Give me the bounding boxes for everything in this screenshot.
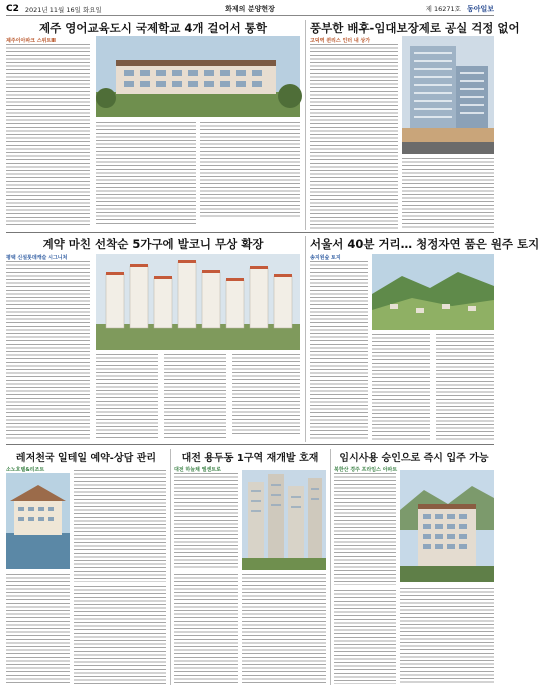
- article-7-headline: 임시사용 승인으로 즉시 입주 가능: [339, 453, 489, 464]
- article-3-body-col1: [6, 261, 90, 439]
- article-7-body-col1: [334, 473, 396, 585]
- article-3-headline: 계약 마친 선착순 5가구에 발코니 무상 확장: [42, 237, 264, 251]
- page-header: [6, 3, 494, 16]
- article-5-body-col3: [74, 586, 166, 684]
- article-4-body-col3: [436, 334, 494, 440]
- article-6-photo: [242, 470, 326, 570]
- article-3-body-col4: [232, 354, 300, 434]
- article-3-body-col2: [96, 354, 158, 439]
- article-3-body-col3: [164, 354, 226, 439]
- page-number: C2: [6, 4, 19, 14]
- column-divider: [305, 20, 306, 230]
- article-6-body-col1: [174, 473, 238, 569]
- row-divider: [6, 444, 494, 445]
- article-4-site-label: 송지원숲 토지: [310, 255, 341, 261]
- article-4-headline: 서울서 40분 거리… 청정자연 품은 원주 토지: [310, 237, 539, 251]
- article-1-body-col3: [200, 122, 300, 218]
- article-7-site-label: 북한산 경주 프라임스 아파트: [334, 467, 398, 473]
- column-divider: [170, 449, 171, 685]
- article-6-headline: 대전 용두동 1구역 재개발 호재: [181, 453, 319, 464]
- article-2-photo: [402, 36, 494, 154]
- article-5-photo: [6, 473, 70, 569]
- article-2-headline: 풍부한 배후-임대보장제로 공실 걱정 없어: [310, 21, 520, 35]
- article-1-headline: 제주 영어교육도시 국제학교 4개 걸어서 통학: [39, 21, 267, 35]
- article-1-site-label: 제주이아파크 스위트Ⅲ: [6, 38, 56, 44]
- row-divider: [6, 232, 494, 233]
- issue-number: 제 16271호: [425, 5, 461, 13]
- article-3-photo: [96, 254, 300, 350]
- article-4-body-col1: [310, 261, 368, 441]
- article-7-photo: [400, 470, 494, 582]
- issue-date: 2021년 11월 16일 화요일: [24, 5, 102, 14]
- article-6-site-label: 대전 하늘채 엘센트로: [174, 467, 221, 473]
- article-2-body-col1: [310, 44, 398, 230]
- article-4-body-col2: [372, 334, 430, 440]
- newspaper-brand: 동아일보: [466, 5, 494, 13]
- column-divider: [305, 236, 306, 442]
- article-7-body-col3: [400, 588, 494, 684]
- section-title: 화제의 분양현장: [225, 5, 275, 13]
- article-3-site-label: 평택 신설롯데캐슬 시그니처: [6, 255, 68, 261]
- article-6-body-col3: [242, 574, 326, 684]
- article-2-body-col2: [402, 158, 494, 230]
- article-1-body-col1: [6, 44, 90, 226]
- article-6-body-col2: [174, 574, 238, 684]
- article-5-body-col1: [74, 470, 166, 582]
- article-7-body-col2: [334, 590, 396, 684]
- article-5-headline: 레저천국 일테일 예약-상담 관리: [15, 453, 157, 464]
- article-2-site-label: 고덕역 퀸리스 인터 내 상가: [310, 38, 371, 44]
- article-5-site-label: 소노호텔&리조트: [6, 467, 45, 473]
- article-4-photo: [372, 254, 494, 330]
- column-divider: [330, 449, 331, 685]
- article-5-body-col2: [6, 574, 70, 684]
- article-1-body-col2: [96, 122, 196, 226]
- article-1-photo: [96, 36, 300, 117]
